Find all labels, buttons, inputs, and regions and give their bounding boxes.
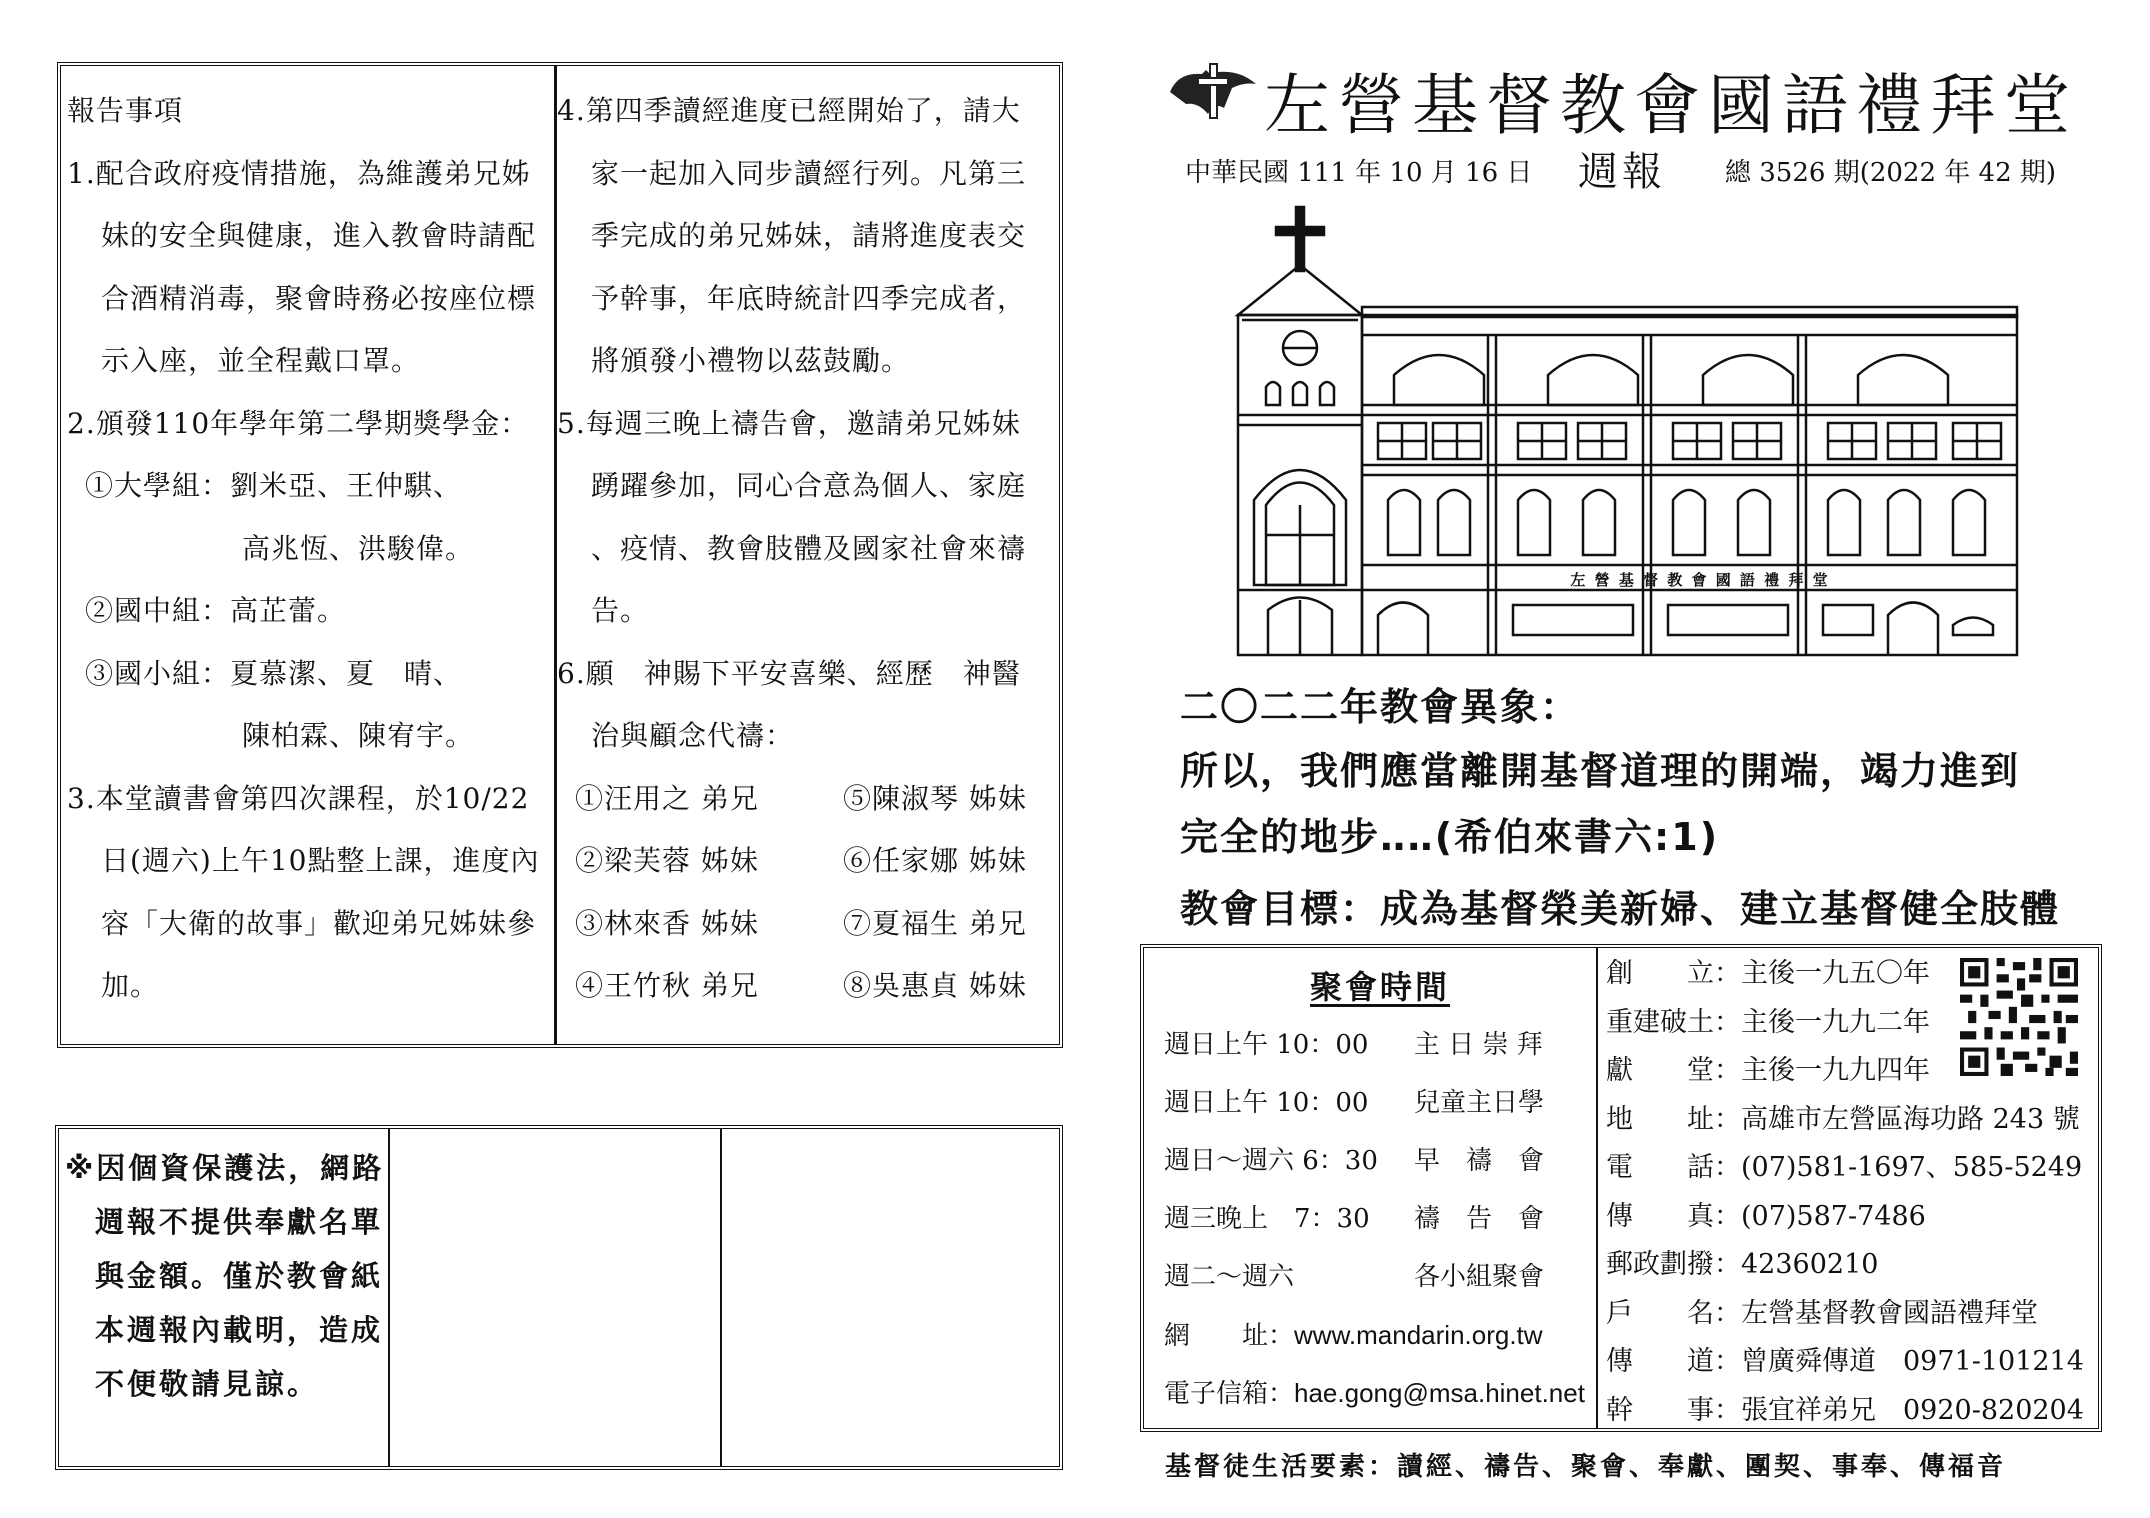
church-name-title: 左營基督教會國語禮拜堂	[1264, 67, 2078, 144]
schedule-time: 週日上午 10：00	[1164, 1030, 1369, 1060]
schedule-row	[1164, 1132, 1596, 1190]
schedule-event: 各小組聚會	[1414, 1262, 1545, 1292]
announcement-line: 日(週六)上午10點整上課，進度內	[101, 844, 540, 877]
announcements-heading: 報告事項	[67, 94, 184, 127]
meeting-schedule	[1148, 948, 1598, 1428]
announcement-line: 將頒發小禮物以茲鼓勵。	[591, 344, 911, 377]
prayer-name: ⑥任家娜 姊妹	[843, 844, 1027, 877]
info-value: 高雄市左營區海功路 243 號	[1741, 1103, 2080, 1135]
info-row	[1606, 1193, 2098, 1242]
announcement-line: 4.第四季讀經進度已經開始了，請大	[557, 94, 1021, 127]
announcement-line: 3.本堂讀書會第四次課程，於10/22	[67, 781, 530, 815]
schedule-event: 禱 告 會	[1414, 1204, 1545, 1234]
privacy-notice	[65, 1129, 390, 1466]
church-info-box	[1140, 944, 2102, 1432]
prayer-name: ⑤陳淑琴 姊妹	[843, 781, 1027, 815]
info-value: 張宜祥弟兄 0920-820204	[1741, 1394, 2084, 1426]
info-value: 42360210	[1741, 1249, 1879, 1280]
website-row	[1164, 1306, 1596, 1364]
prayer-row	[557, 893, 1063, 956]
announcement-line: ②國中組：高芷蕾。	[85, 594, 347, 627]
announcements-right-column	[557, 66, 1063, 1044]
offering-box	[55, 1125, 1063, 1470]
info-value: 主後一九九二年	[1741, 1006, 1930, 1038]
notice-line: 與金額。僅於教會紙	[95, 1259, 384, 1293]
email-label: 電子信箱：	[1164, 1379, 1295, 1409]
announcement-line: ③國小組：夏慕潔、夏 晴、	[85, 656, 463, 690]
announcements-box	[57, 62, 1063, 1048]
info-row	[1606, 1241, 2098, 1290]
info-value: 主後一九五〇年	[1741, 958, 1930, 989]
info-value: (07)581-1697、585-5249	[1741, 1152, 2083, 1183]
announcement-line: 、疫情、教會肢體及國家社會來禱	[591, 531, 1027, 565]
announcement-line: 妹的安全與健康，進入教會時請配	[101, 219, 537, 252]
offering-empty-column	[390, 1129, 722, 1466]
announcement-line: 家一起加入同步讀經行列。凡第三	[591, 156, 1027, 190]
schedule-event: 主 日 崇 拜	[1414, 1030, 1543, 1060]
schedule-time: 週二～週六	[1164, 1262, 1295, 1292]
schedule-event: 早 禱 會	[1414, 1146, 1545, 1176]
vision-verse-line: 所以，我們應當離開基督道理的開端，竭力進到	[1180, 749, 2021, 793]
announcement-line: 陳柏霖、陳宥宇。	[242, 719, 475, 752]
announcement-line: 合酒精消毒，聚會時務必按座位標	[101, 281, 537, 315]
email-row	[1164, 1364, 1596, 1422]
church-building-illustration	[1228, 205, 2020, 660]
prayer-row	[557, 768, 1063, 831]
prayer-name: ⑧吳惠貞 姊妹	[843, 969, 1027, 1002]
schedule-time: 週三晚上 7：30	[1164, 1204, 1370, 1234]
prayer-name: ①汪用之 弟兄	[575, 781, 759, 815]
website-link[interactable]: www.mandarin.org.tw	[1294, 1320, 1543, 1350]
notice-line: 週報不提供奉獻名單	[95, 1205, 384, 1239]
info-label: 地 址：	[1606, 1103, 1741, 1135]
website-label: 網 址：	[1164, 1321, 1295, 1351]
info-value: (07)587-7486	[1741, 1200, 1926, 1232]
notice-line: 本週報內載明，造成	[95, 1313, 384, 1347]
schedule-title: 聚會時間	[1309, 968, 1450, 1006]
info-row	[1606, 1144, 2098, 1193]
info-label: 傳 道：	[1606, 1346, 1741, 1377]
info-label: 幹 事：	[1606, 1394, 1741, 1426]
bulletin-issue: 總 3526 期(2022 年 42 期)	[1725, 158, 2057, 188]
schedule-time: 週日～週六 6：30	[1164, 1146, 1378, 1176]
announcement-line: 告。	[591, 594, 650, 627]
announcement-line: 示入座，並全程戴口罩。	[101, 344, 421, 377]
notice-line: ※因個資保護法，網路	[65, 1151, 385, 1185]
info-row	[1606, 1290, 2098, 1339]
info-label: 郵政劃撥：	[1606, 1249, 1741, 1280]
prayer-name: ③林來香 姊妹	[575, 906, 759, 940]
info-label: 電 話：	[1606, 1152, 1741, 1183]
offering-empty-column	[722, 1129, 1059, 1466]
info-label: 重建破土：	[1606, 1006, 1741, 1038]
announcement-line: 1.配合政府疫情措施，為維護弟兄姊	[67, 156, 531, 190]
christian-life-essentials: 基督徒生活要素：讀經、禱告、聚會、奉獻、團契、事奉、傳福音	[1165, 1452, 2007, 1482]
info-row	[1606, 1387, 2098, 1436]
vision-verse-line: 完全的地步‥‥(希伯來書六:1)	[1180, 815, 1720, 859]
schedule-time: 週日上午 10：00	[1164, 1088, 1369, 1118]
notice-line: 不便敬請見諒。	[95, 1367, 320, 1401]
info-value: 曾廣舜傳道 0971-101214	[1741, 1346, 2084, 1377]
vision-heading: 二〇二二年教會異象：	[1180, 685, 1581, 729]
schedule-row	[1164, 1248, 1596, 1306]
announcement-line: 予幹事，年底時統計四季完成者，	[591, 281, 1027, 315]
prayer-row	[557, 830, 1063, 893]
qr-code[interactable]	[1960, 958, 2078, 1076]
announcements-left-column	[67, 66, 557, 1044]
info-row	[1606, 1338, 2098, 1387]
building-sign: 左 營 基 督 教 會 國 語 禮 拜 堂	[1570, 571, 1830, 589]
prayer-row	[557, 955, 1063, 1018]
announcement-line: 加。	[101, 969, 160, 1002]
announcement-line: 治與顧念代禱：	[591, 719, 795, 752]
info-label: 創 立：	[1606, 958, 1741, 989]
bulletin-date: 中華民國 111 年 10 月 16 日	[1185, 158, 1533, 188]
prayer-name: ⑦夏福生 弟兄	[843, 906, 1027, 940]
info-value: 主後一九九四年	[1741, 1055, 1930, 1086]
bulletin-label: 週報	[1578, 149, 1666, 195]
email-link[interactable]: hae.gong@msa.hinet.net	[1294, 1378, 1585, 1408]
announcement-line: 季完成的弟兄姊妹，請將進度表交	[591, 219, 1027, 252]
info-value: 左營基督教會國語禮拜堂	[1741, 1297, 2038, 1329]
announcement-line: 5.每週三晚上禱告會，邀請弟兄姊妹	[557, 406, 1021, 440]
info-label: 戶 名：	[1606, 1297, 1741, 1329]
announcement-line: 容「大衛的故事」歡迎弟兄姊妹參	[101, 906, 537, 940]
schedule-row	[1164, 1190, 1596, 1248]
prayer-name: ④王竹秋 弟兄	[575, 969, 759, 1002]
info-row	[1606, 1096, 2098, 1145]
announcement-line: 高兆恆、洪駿偉。	[242, 531, 475, 565]
schedule-event: 兒童主日學	[1414, 1088, 1545, 1118]
announcement-line: ①大學組：劉米亞、王仲騏、	[85, 469, 463, 502]
church-logo-icon	[1168, 62, 1260, 122]
prayer-name: ②梁芙蓉 姊妹	[575, 844, 759, 877]
info-label: 傳 真：	[1606, 1200, 1741, 1232]
church-goal: 教會目標：成為基督榮美新婦、建立基督健全肢體	[1180, 887, 2061, 931]
announcement-line: 6.願 神賜下平安喜樂、經歷 神醫	[557, 656, 1021, 690]
announcement-line: 踴躍參加，同心合意為個人、家庭	[591, 469, 1027, 502]
schedule-row	[1164, 1016, 1596, 1074]
announcement-line: 2.頒發110年學年第二學期獎學金：	[67, 406, 530, 440]
info-label: 獻 堂：	[1606, 1055, 1741, 1086]
schedule-row	[1164, 1074, 1596, 1132]
